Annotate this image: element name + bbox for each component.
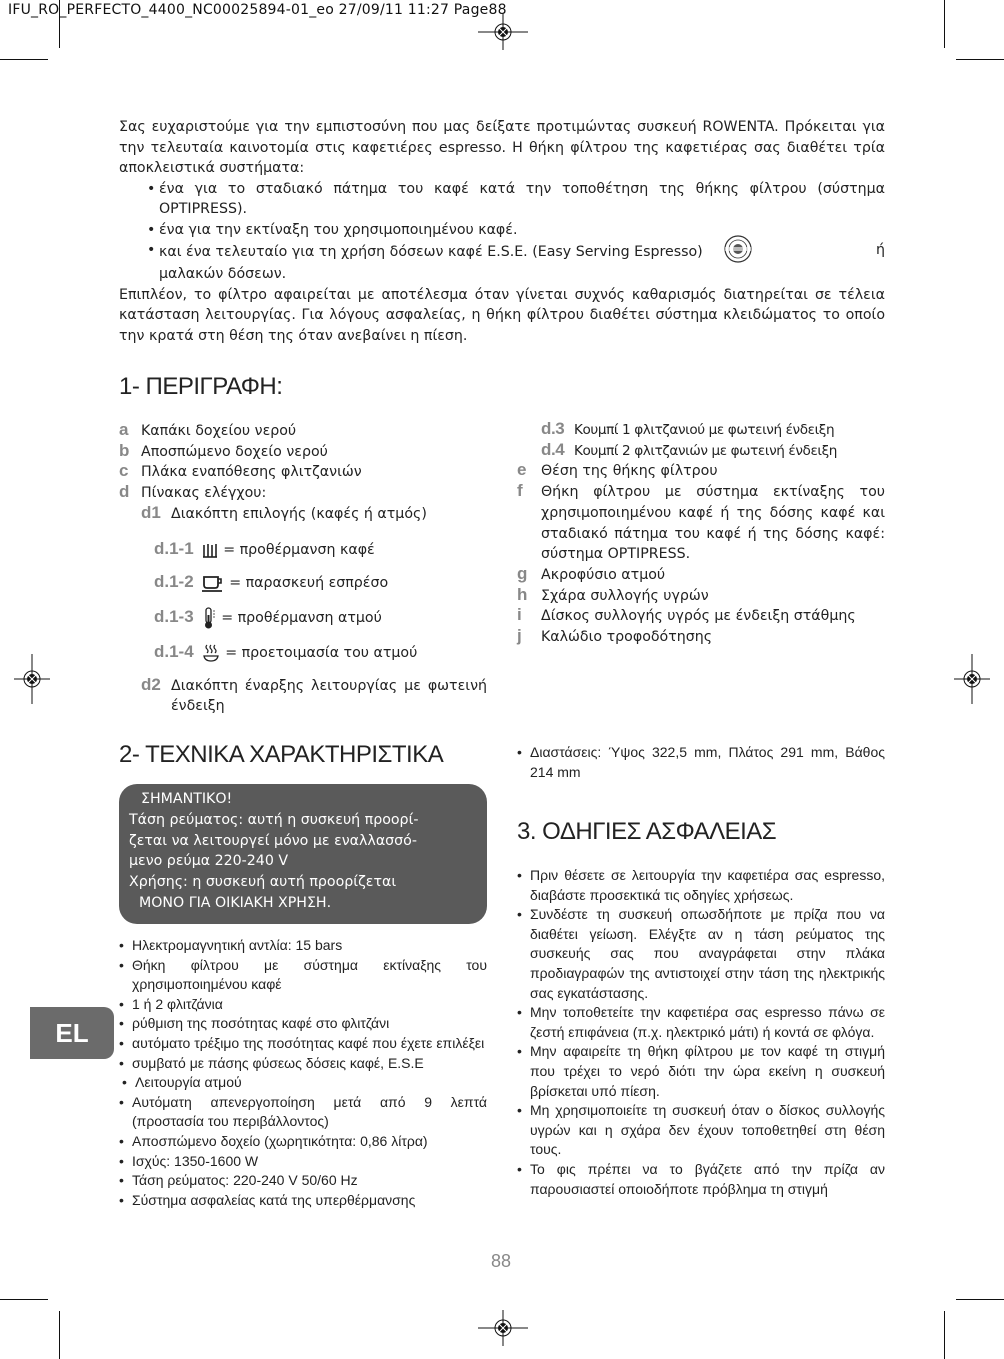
selector-option: d.1-4 = προετοιμασία του ατμού <box>154 641 418 661</box>
important-note-box <box>119 784 487 924</box>
part-item: b Αποσπώμενο δοχείο νερού <box>119 440 328 460</box>
crop-mark <box>944 0 945 48</box>
list-item: • Ισχύς: 1350-1600 W <box>119 1152 259 1169</box>
list-item: • Πριν θέσετε σε λειτουργία την καφετιέρα σας espresso, διαβάστε προσεκτικά τις οδηγίες χρήσεως. <box>517 867 885 903</box>
safety-list <box>517 866 885 1199</box>
list-item: • Συνδέστε τη συσκευή οπωσδήποτε με πρίζα που να διαθέτει γείωση. Ελέγξτε αν η τάση ρεύματος της συσκευής σας που αναγράφεται στην πλάκα προδιαγραφών της αντιστοιχεί στην τάση της ηλεκτρικής σας εγκατάστασης. <box>517 906 885 1001</box>
part-item: j Καλώδιο τροφοδότησης <box>517 626 713 646</box>
part-item: c Πλάκα εναπόθεσης φλιτζανιών <box>119 461 362 481</box>
list-item: • Ηλεκτρομαγνητική αντλία: 15 bars <box>119 937 343 953</box>
part-item: d1 Διακόπτη επιλογής (καφές ή ατμός) <box>141 502 427 522</box>
section-title: 3. ΟΔΗΓΙΕΣ ΑΣΦΑΛΕΙΑΣ <box>517 818 777 845</box>
registration-mark-icon <box>14 654 50 704</box>
part-item: a Καπάκι δοχείου νερού <box>119 420 297 439</box>
list-item: • Μην αφαιρείτε τη θήκη φίλτρου με τον καφέ τη στιγμή που τρέχει το νερό διότι την ώρα εκείνη η συσκευή βρίσκεται υπό πίεση. <box>517 1043 885 1099</box>
part-item: d.4 Κουμπί 2 φλιτζανιών με φωτεινή ένδειξη <box>541 439 837 459</box>
thermometer-icon <box>202 606 216 630</box>
list-item: • 1 ή 2 φλιτζάνια <box>119 995 223 1012</box>
ese-logo-icon <box>721 234 755 264</box>
intro-paragraph: Σας ευχαριστούμε για την εμπιστοσύνη που μας δείξατε προτιμώντας συσκευή ROWENTA. Πρόκειται για την τελευταία καινοτομία στις καφετιέρες espresso. Η θήκη φίλτρου της καφετιέρας σας διαθέτει τρία αποκλειστικά συστήματα: <box>119 119 885 176</box>
note-line: Χρήσης: η συσκευή αυτή προορίζεται <box>129 874 397 891</box>
note-line: ζεται να λειτουργεί μόνο με εναλλασσό- <box>129 832 417 849</box>
intro-bullet-continuation: μαλακών δόσεων. <box>159 266 287 282</box>
note-line: Τάση ρεύματος: αυτή η συσκευή προορί- <box>129 811 419 828</box>
part-item: d.3 Κουμπί 1 φλιτζανιού με φωτεινή ένδειξη <box>541 419 835 438</box>
list-item: • αυτόματο τρέξιμο της ποσότητας καφέ που έχετε επιλέξει <box>119 1034 485 1051</box>
intro-text <box>119 117 885 346</box>
list-item: • Σύστημα ασφαλείας κατά της υπερθέρμανσης <box>119 1191 416 1208</box>
crop-mark <box>0 1299 48 1300</box>
part-item: g Ακροφύσιο ατμού <box>517 563 666 583</box>
language-tab: EL <box>30 1007 114 1059</box>
note-line: ΜΟΝΟ ΓΙΑ ΟΙΚΙΑΚΗ ΧΡΗΣΗ. <box>139 894 332 911</box>
dimensions-item: • Διαστάσεις: Ύψος 322,5 mm, Πλάτος 291 mm, Βάθος 214 mm <box>517 744 885 780</box>
steam-icon <box>202 643 220 663</box>
part-item: d2 Διακόπτη έναρξης λειτουργίας με φωτεινή ένδειξη <box>141 674 487 715</box>
tech-spec-list <box>119 936 487 1210</box>
selector-option: d.1-3 = προθέρμανση ατμού <box>119 606 487 630</box>
registration-mark-icon <box>478 1310 528 1346</box>
section-title: 2- ΤΕΧΝΙΚΑ ΧΑΡΑΚΤΗΡΙΣΤΙΚΑ <box>119 741 444 768</box>
part-item: e Θέση της θήκης φίλτρου <box>517 460 718 480</box>
coffee-heat-icon <box>202 541 218 559</box>
selector-option: d.1-1 = προθέρμανση καφέ <box>154 538 375 558</box>
intro-bullet: • και ένα τελευταίο για τη χρήση δόσεων καφέ E.S.E. (Easy Serving Espresso) ή <box>119 240 885 264</box>
description-right-column <box>517 420 885 648</box>
list-item: • Το φις πρέπει να το βγάζετε από την πρίζα αν παρουσιαστεί οποιοδήποτε πρόβλημα τη στιγμή <box>517 1160 885 1197</box>
note-line: μενο ρεύμα 220-240 V <box>129 853 289 870</box>
part-item: h Σχάρα συλλογής υγρών <box>517 584 709 604</box>
crop-mark <box>956 59 1004 60</box>
section-title: 1- ΠΕΡΙΓΡΑΦΗ: <box>119 373 283 400</box>
list-item: • Θήκη φίλτρου με σύστημα εκτίναξης του χρησιμοποιημένου καφέ <box>119 956 487 993</box>
part-item: f Θήκη φίλτρου με σύστημα εκτίναξης του χρησιμοποιημένου καφέ ή της δόσης καφέ και σταδιακό πάτημα του καφέ ή της δόσης καφέ: σύστημα OPTIPRESS. <box>517 481 885 563</box>
part-item: d Πίνακας ελέγχου: <box>119 482 267 502</box>
registration-mark-icon <box>954 654 990 704</box>
crop-mark <box>944 1311 945 1359</box>
page-number: 88 <box>491 1251 512 1271</box>
list-item: • ρύθμιση της ποσότητας καφέ στο φλιτζάνι <box>119 1015 390 1032</box>
print-header: IFU_RO_PERFECTO_4400_NC00025894-01_eo 27/09/11 11:27 Page88 <box>8 2 507 18</box>
list-item: • Τάση ρεύματος: 220-240 V 50/60 Hz <box>119 1172 358 1189</box>
part-item: i Δίσκος συλλογής υγρός με ένδειξη στάθμης <box>517 605 856 625</box>
crop-mark <box>956 1299 1004 1300</box>
list-item: • Μη χρησιμοποιείτε τη συσκευή όταν ο δίσκος συλλογής υγρών και η σχάρα δεν έχουν τοποθετηθεί στη θέση τους. <box>517 1102 885 1158</box>
selector-option: d.1-2 = παρασκευή εσπρέσο <box>154 572 389 592</box>
list-item: • Λειτουργία ατμού <box>122 1074 242 1091</box>
cup-icon <box>202 574 224 592</box>
list-item: • Μην τοποθετείτε την καφετιέρα σας espresso πάνω σε ζεστή επιφάνεια (π.χ. ηλεκτρικό μάτι) ή κοντά σε φλόγα. <box>517 1004 885 1040</box>
list-item: • Αποσπώμενο δοχείο (χωρητικότητα: 0,86 λίτρα) <box>119 1132 428 1149</box>
note-heading: ΣΗΜΑΝΤΙΚΟ! <box>141 791 233 807</box>
list-item: • συμβατό με πάσης φύσεως δόσεις καφέ, E.S.E <box>119 1054 424 1071</box>
description-left-column <box>119 421 487 717</box>
intro-bullet: • ένα για την εκτίναξη του χρησιμοποιημένου καφέ. <box>147 221 518 238</box>
intro-paragraph: Επιπλέον, το φίλτρο αφαιρείται με αποτέλεσμα όταν γίνεται συχνός καθαρισμός διατηρείται σε τέλεια κατάσταση λειτουργίας. Για λόγους ασφαλείας, η θήκη φίλτρου διαθέτει σύστημα κλειδώματος το οποίο την κρατά στη θέση της όταν ανεβαίνει η πίεση. <box>119 286 885 344</box>
intro-bullet: • ένα για το σταδιακό πάτημα του καφέ κατά την τοποθέτηση της θήκης φίλτρου (σύστημα OPTIPRESS). <box>147 180 885 217</box>
crop-mark <box>59 1311 60 1359</box>
crop-mark <box>0 59 48 60</box>
list-item: • Αυτόματη απενεργοποίηση μετά από 9 λεπτά (προστασία του περιβάλλοντος) <box>119 1093 487 1130</box>
registration-mark-icon <box>478 14 528 50</box>
